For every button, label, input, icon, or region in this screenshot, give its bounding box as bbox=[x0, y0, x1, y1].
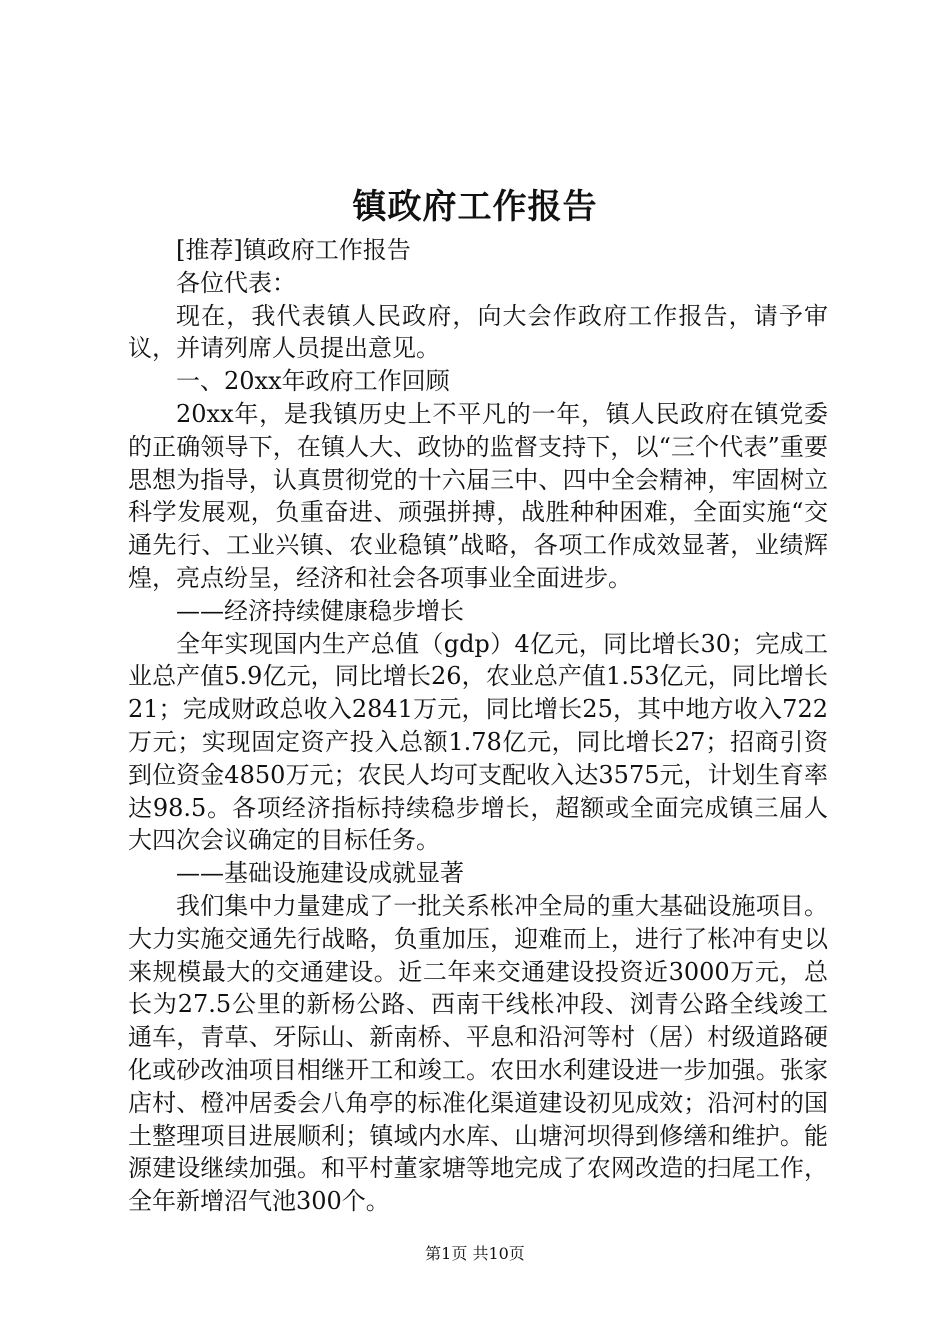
subheading-infrastructure: ——基础设施建设成就显著 bbox=[176, 859, 464, 888]
document-title: 镇政府工作报告 bbox=[352, 187, 598, 227]
paragraph-infrastructure: 我们集中力量建成了一批关系枨冲全局的重大基础设施项目。大力实施交通先行战略，负重加压，迎难而上，进行了枨冲有史以来规模最大的交通建设。近二年来交通建设投资近3000万元，总长为27.5公里的新杨公路、西南干线枨冲段、浏青公路全线竣工通车，青草、牙际山、新南桥、平息和沿河等村（居）村级道路硬化或砂改油项目相继开工和竣工。农田水利建设进一步加强。张家店村、橙冲居委会八角亭的标准化渠道建设初见成效；沿河村的国土整理项目进展顺利；镇域内水库、山塘河坝得到修缮和维护。能源建设继续加强。和平村董家塘等地完成了农网改造的扫尾工作，全年新增沼气池300个。 bbox=[128, 891, 828, 1216]
paragraph-salutation: 各位代表： bbox=[176, 268, 296, 297]
paragraph-recommend: [推荐]镇政府工作报告 bbox=[176, 236, 411, 264]
paragraph-economy: 全年实现国内生产总值（gdp）4亿元，同比增长30；完成工业总产值5.9亿元，同比增长26，农业总产值1.53亿元，同比增长21；完成财政总收入2841万元，同比增长25，其中地方收入722万元；实现固定资产投入总额1.78亿元，同比增长27；招商引资到位资金4850万元；农民人均可支配收入达3575元，计划生育率达98.5。各项经济指标持续稳步增长，超额或全面完成镇三届人大四次会议确定的目标任务。 bbox=[128, 629, 828, 855]
section-heading: 一、20xx年政府工作回顾 bbox=[176, 367, 450, 396]
page-number: 第1页 共10页 bbox=[425, 1244, 525, 1263]
document-body bbox=[128, 234, 828, 1218]
paragraph-intro: 现在，我代表镇人民政府，向大会作政府工作报告，请予审议，并请列席人员提出意见。 bbox=[128, 301, 828, 363]
subheading-economy: ——经济持续健康稳步增长 bbox=[176, 596, 464, 625]
paragraph-review: 20xx年，是我镇历史上不平凡的一年，镇人民政府在镇党委的正确领导下，在镇人大、政协的监督支持下，以“三个代表”重要思想为指导，认真贯彻党的十六届三中、四中全会精神，牢固树立科学发展观，负重奋进、顽强拼搏，战胜种种困难，全面实施“交通先行、工业兴镇、农业稳镇”战略，各项工作成效显著，业绩辉煌，亮点纷呈，经济和社会各项事业全面进步。 bbox=[128, 399, 828, 592]
